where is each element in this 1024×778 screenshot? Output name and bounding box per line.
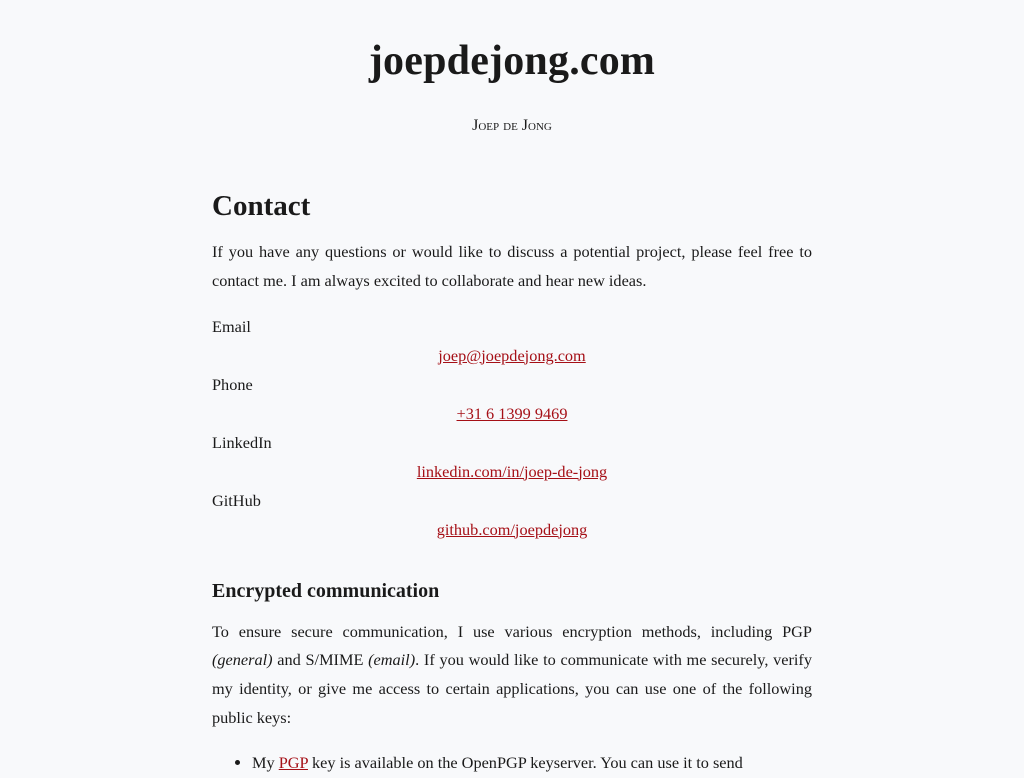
site-header: [212, 0, 812, 136]
encrypted-text: [212, 618, 812, 733]
encrypted-text-1: To ensure secure communication, I use various encryption methods, including PGP: [212, 621, 812, 641]
email-link[interactable]: joep@joepdejong.com: [438, 345, 586, 365]
encrypted-heading: Encrypted communication: [212, 579, 440, 602]
contact-list: [212, 312, 812, 544]
encrypted-text-3: . If you would like to communicate with me securely, verify my identity, or give me access to certain applications, you can use one of the following public keys:: [212, 650, 812, 727]
email-label: Email: [212, 316, 251, 336]
phone-link[interactable]: +31 6 1399 9469: [456, 403, 568, 423]
contact-section: [212, 188, 812, 544]
contact-heading: Contact: [212, 190, 311, 222]
list-item-prefix: My: [252, 752, 279, 772]
pgp-link[interactable]: PGP: [278, 752, 308, 772]
linkedin-link[interactable]: linkedin.com/in/joep-de-jong: [416, 461, 608, 481]
encrypted-section: [212, 578, 812, 778]
phone-label: Phone: [212, 374, 253, 394]
list-item-suffix: key is available on the OpenPGP keyserver. You can use it to send: [307, 752, 743, 772]
encrypted-em-general: (general): [212, 650, 273, 670]
linkedin-label: LinkedIn: [212, 432, 272, 452]
keys-list: [212, 749, 812, 778]
page: [212, 0, 812, 778]
github-link[interactable]: github.com/joepdejong: [436, 519, 588, 539]
author-name: Joep de Jong: [472, 117, 552, 134]
encrypted-text-2: and S/MIME: [272, 650, 369, 670]
list-item: [252, 749, 812, 778]
site-title: joepdejong.com: [368, 38, 656, 84]
encrypted-em-email: (email): [368, 650, 416, 670]
github-label: GitHub: [212, 490, 261, 510]
contact-intro: If you have any questions or would like to discuss a potential project, please feel free to contact me. I am always excited to collaborate and hear new ideas.: [212, 242, 812, 290]
